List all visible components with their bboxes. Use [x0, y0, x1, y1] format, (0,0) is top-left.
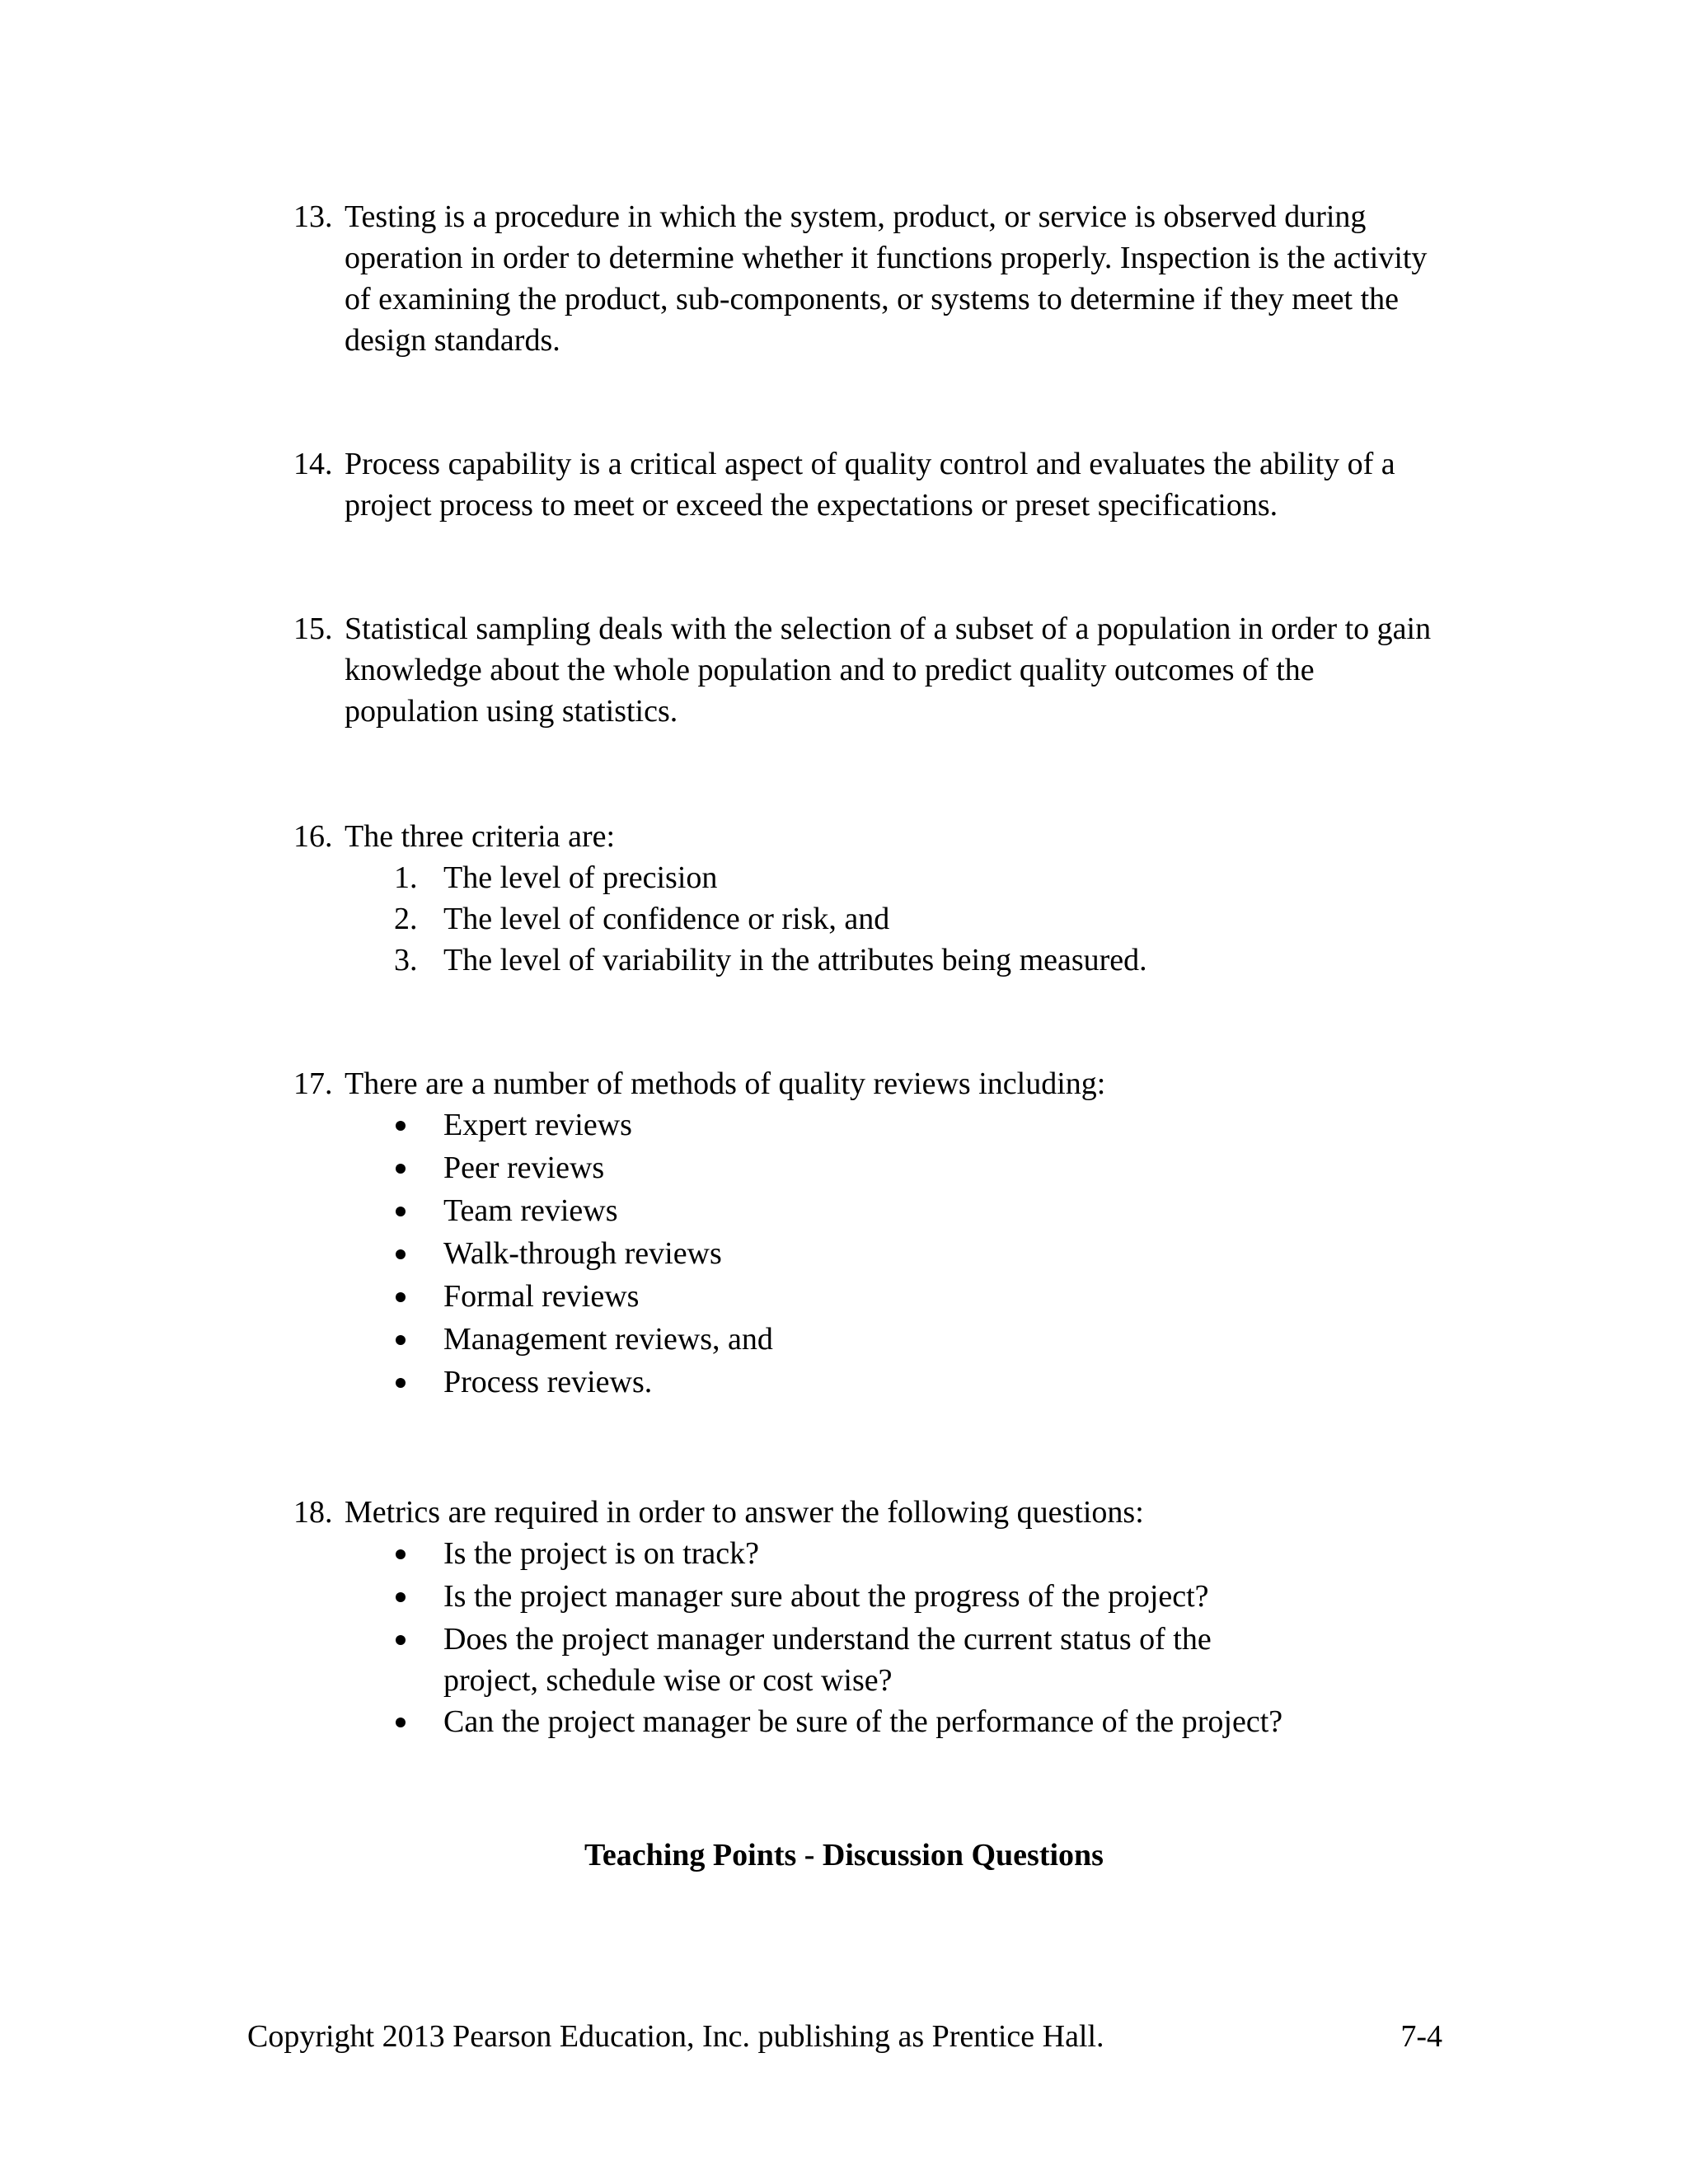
review-methods-list — [293, 1104, 1447, 1404]
item-13 — [293, 196, 1447, 361]
list-item-text: Is the project manager sure about the progress of the project? — [443, 1579, 1209, 1614]
list-item — [293, 857, 1447, 898]
item-text: There are a number of methods of quality reviews including: — [345, 1066, 1106, 1101]
item-number: 18. — [293, 1495, 333, 1530]
item-text: Process capability is a critical aspect of quality control and evaluates the ability of a project process to meet or exceed the expectations or preset specifications. — [345, 447, 1395, 523]
list-marker: 3. — [394, 943, 418, 977]
list-item-text: Peer reviews — [443, 1151, 605, 1185]
list-item — [293, 1190, 1447, 1233]
list-item — [293, 1319, 1447, 1361]
item-number: 14. — [293, 447, 333, 481]
list-marker: 1. — [394, 860, 418, 895]
list-item — [293, 1576, 1447, 1619]
list-item-text: Formal reviews — [443, 1279, 640, 1314]
list-item-text: Can the project manager be sure of the performance of the project? — [443, 1704, 1283, 1739]
list-item-text: The level of precision — [443, 860, 718, 895]
list-item-text: Expert reviews — [443, 1108, 632, 1142]
list-item — [293, 1276, 1447, 1319]
item-number: 16. — [293, 819, 333, 854]
list-item — [293, 1619, 1447, 1701]
item-number: 15. — [293, 612, 333, 646]
list-item-text: Management reviews, and — [443, 1322, 773, 1357]
list-marker: 2. — [394, 902, 418, 936]
list-item-text: The level of confidence or risk, and — [443, 902, 890, 936]
bullet-icon — [396, 1207, 406, 1216]
bullet-icon — [396, 1335, 406, 1345]
metrics-questions-list — [293, 1533, 1447, 1744]
item-16 — [293, 816, 1447, 981]
item-14 — [293, 443, 1447, 526]
item-number: 17. — [293, 1066, 333, 1101]
item-15 — [293, 608, 1447, 732]
list-item — [293, 1533, 1447, 1576]
list-item-text: Does the project manager understand the current status of the project, schedule wise or cost wise? — [443, 1622, 1212, 1698]
bullet-icon — [396, 1718, 406, 1727]
bullet-icon — [396, 1549, 406, 1559]
bullet-icon — [396, 1635, 406, 1645]
bullet-icon — [396, 1292, 406, 1302]
list-item — [293, 940, 1447, 981]
item-text: Metrics are required in order to answer the following questions: — [345, 1495, 1144, 1530]
item-number: 13. — [293, 199, 333, 234]
list-item-text: The level of variability in the attributes being measured. — [443, 943, 1147, 977]
page-number: 7-4 — [1400, 2019, 1442, 2054]
bullet-icon — [396, 1378, 406, 1388]
item-text: Testing is a procedure in which the system, product, or service is observed during operation in order to determine whether it functions properly. Inspection is the activity of examining the product, sub-components, or systems to determine if they meet the design standards. — [345, 199, 1428, 358]
item-17 — [293, 1063, 1447, 1404]
list-item — [293, 1361, 1447, 1404]
section-heading: Teaching Points - Discussion Questions — [584, 1838, 1104, 1872]
item-text: The three criteria are: — [345, 819, 616, 854]
list-item-text: Process reviews. — [443, 1365, 653, 1399]
item-18 — [293, 1492, 1447, 1744]
list-item — [293, 898, 1447, 940]
list-item — [293, 1147, 1447, 1190]
bullet-icon — [396, 1164, 406, 1174]
list-item-text: Is the project is on track? — [443, 1536, 760, 1571]
list-item-text: Walk-through reviews — [443, 1236, 722, 1271]
list-item — [293, 1233, 1447, 1276]
list-item — [293, 1701, 1447, 1744]
copyright-text: Copyright 2013 Pearson Education, Inc. publishing as Prentice Hall. — [247, 2019, 1104, 2054]
bullet-icon — [396, 1592, 406, 1602]
list-item-text: Team reviews — [443, 1193, 618, 1228]
list-item — [293, 1104, 1447, 1147]
bullet-icon — [396, 1121, 406, 1131]
bullet-icon — [396, 1249, 406, 1259]
criteria-list — [293, 857, 1447, 981]
item-text: Statistical sampling deals with the selection of a subset of a population in order to gain knowledge about the whole population and to predict quality outcomes of the population using statistics. — [345, 612, 1432, 729]
